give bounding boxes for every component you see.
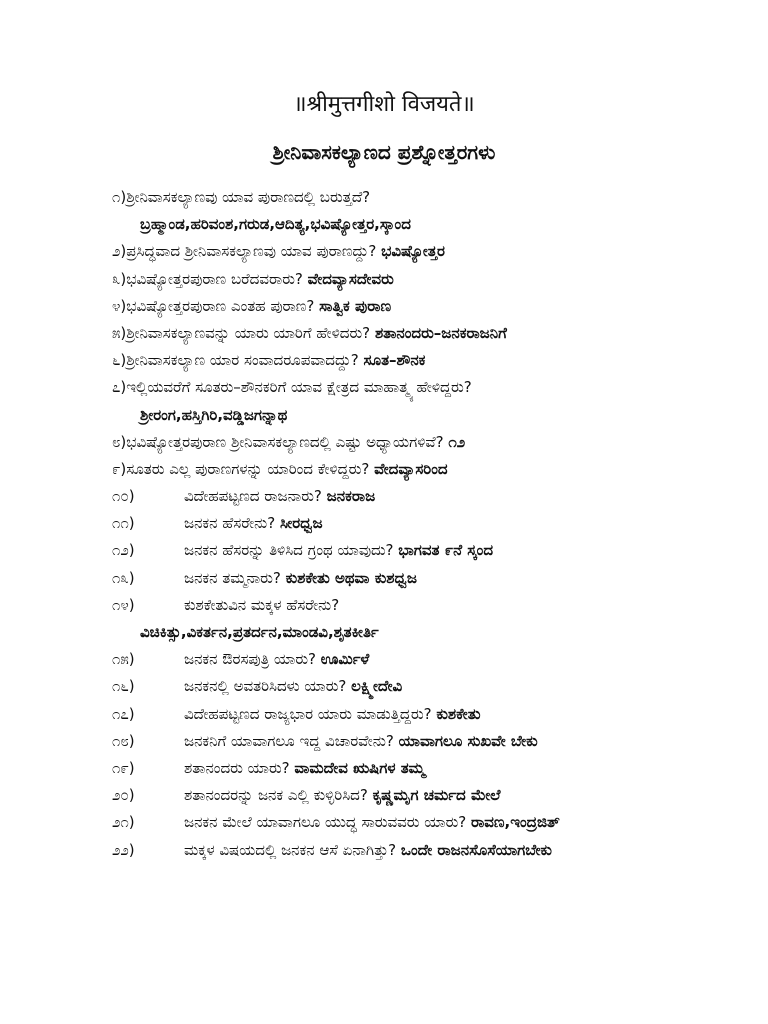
- qa-row: [112, 728, 752, 755]
- page-title: ಶ್ರೀನಿವಾಸಕಲ್ಯಾಣದ ಪ್ರಶ್ನೋತ್ತರಗಳು: [272, 140, 496, 164]
- question-text: ಜನಕನ ಮೇಲೆ ಯಾವಾಗಲೂ ಯುದ್ಧ ಸಾರುವವರು ಯಾರು?: [184, 813, 467, 832]
- qa-row: [112, 592, 752, 619]
- answer-text: ರಾವಣ,ಇಂದ್ರಜಿತ್: [471, 813, 560, 832]
- question-text: ಶ್ರೀನಿವಾಸಕಲ್ಯಾಣವು ಯಾವ ಪುರಾಣದಲ್ಲಿ ಬರುತ್ತದೆ?: [126, 188, 371, 206]
- question-text: ಶತಾನಂದರು ಯಾರು?: [184, 758, 290, 777]
- answer-text: ಬ್ರಹ್ಮಾಂಡ,ಹರಿವಂಶ,ಗರುಡ,ಆದಿತ್ಯ,ಭವಿಷ್ಯೋತ್ತರ,ಸ್ಕಾಂದ: [140, 215, 411, 234]
- question-number: ೧): [112, 188, 127, 206]
- question-number: ೧೫): [112, 650, 135, 669]
- qa-row: [112, 293, 752, 320]
- answer-text: ಕೃಷ್ಣಮೃಗ ಚರ್ಮದ ಮೇಲೆ: [372, 786, 501, 805]
- answer-text: ವಾಮದೇವ ಋಷಿಗಳ ತಮ್ಮ: [294, 758, 425, 777]
- answer-text: ಸೂತ–ಶೌನಕ: [363, 351, 426, 370]
- question-text: ಸೂತರು ಎಲ್ಲ ಪುರಾಣಗಳನ್ನು ಯಾರಿಂದ ಕೇಳಿದ್ದರು?: [126, 459, 370, 478]
- question-text: ಭವಿಷ್ಯೋತ್ತರಪುರಾಣ ಎಂತಹ ಪುರಾಣ?: [126, 296, 315, 315]
- question-number: ೧೨): [112, 541, 135, 560]
- question-number: ೩): [112, 269, 127, 288]
- answer-text: ಭವಿಷ್ಯೋತ್ತರ: [381, 242, 445, 261]
- question-text: ಶ್ರೀನಿವಾಸಕಲ್ಯಾಣ ಯಾರ ಸಂವಾದರೂಪವಾದದ್ದು?: [126, 351, 359, 370]
- question-number: ೧೩): [112, 568, 135, 587]
- qa-list: [112, 184, 752, 864]
- question-number: ೯): [112, 459, 127, 478]
- answer-text: ಕುಶಕೇತು: [436, 704, 481, 723]
- question-text: ಭವಿಷ್ಯೋತ್ತರಪುರಾಣ ಬರೆದವರಾರು?: [126, 269, 303, 288]
- answer-text: ಶ್ರೀರಂಗ,ಹಸ್ತಿಗಿರಿ,ವಡ್ಡಿಜಗನ್ನಾಥ: [140, 405, 288, 424]
- question-number: ೮): [112, 432, 127, 451]
- answer-text: ಕುಶಕೇತು ಅಥವಾ ಕುಶಧ್ವಜ: [285, 568, 417, 587]
- qa-row: [112, 320, 752, 347]
- qa-row: [112, 184, 752, 211]
- question-number: ೨೨): [112, 840, 135, 859]
- question-number: ೪): [112, 296, 127, 315]
- answer-text: ಶತಾನಂದರು–ಜನಕರಾಜನಿಗೆ: [374, 323, 507, 342]
- question-number: ೧೯): [112, 758, 135, 777]
- qa-row: [112, 565, 752, 592]
- question-number: ೧೬): [112, 677, 135, 696]
- question-text: ಭವಿಷ್ಯೋತ್ತರಪುರಾಣ ಶ್ರೀನಿವಾಸಕಲ್ಯಾಣದಲ್ಲಿ ಎಷ್ಟು ಅಧ್ಯಾಯಗಳಿವೆ?: [126, 432, 444, 451]
- qa-row: [112, 483, 752, 510]
- qa-row: [112, 673, 752, 700]
- question-number: ೭): [112, 378, 127, 397]
- answer-text: ವೇದವ್ಯಾಸರಿಂದ: [374, 459, 448, 478]
- question-number: ೧೦): [112, 487, 135, 506]
- question-text: ಜನಕನ ಹೆಸರೇನು?: [184, 514, 276, 533]
- qa-row: [112, 510, 752, 537]
- qa-row: [112, 266, 752, 293]
- question-number: ೧೮): [112, 731, 135, 750]
- question-number: ೧೪): [112, 595, 135, 614]
- answer-text: ಊರ್ಮಿಳೆ: [320, 650, 370, 669]
- question-number: ೨೧): [112, 813, 135, 832]
- answer-continuation-row: [112, 619, 752, 646]
- question-text: ಜನಕನಿಗೆ ಯಾವಾಗಲೂ ಇದ್ದ ವಿಚಾರವೇನು?: [184, 731, 394, 750]
- question-text: ಜನಕನ ಔರಸಪುತ್ರಿ ಯಾರು?: [184, 650, 316, 669]
- qa-row: [112, 456, 752, 483]
- question-text: ಜನಕನ ತಮ್ಮನಾರು?: [184, 568, 281, 587]
- answer-text: ೧೨: [448, 432, 466, 451]
- qa-row: [112, 782, 752, 809]
- answer-text: ಸಾತ್ವಿಕ ಪುರಾಣ: [319, 296, 392, 315]
- question-text: ಜನಕನ ಹೆಸರನ್ನು ತಿಳಿಸಿದ ಗ್ರಂಥ ಯಾವುದು?: [184, 541, 394, 560]
- question-number: ೧೧): [112, 514, 135, 533]
- invocation-heading: ॥श्रीमुत्तगीशो विजयते॥: [293, 92, 475, 117]
- qa-row: [112, 755, 752, 782]
- answer-text: ವಿಚಿಕಿತ್ಸು,ವಿಕರ್ತನ,ಪ್ರತರ್ದನ,ಮಾಂಡವಿ,ಶೃತಕೀರ್ತಿ: [140, 623, 379, 641]
- answer-text: ಲಕ್ಷ್ಮೀದೇವಿ: [351, 677, 403, 696]
- answer-text: ಯಾವಾಗಲೂ ಸುಖವೇ ಬೇಕು: [398, 731, 538, 750]
- question-number: ೬): [112, 351, 127, 370]
- qa-row: [112, 347, 752, 374]
- question-text: ಕುಶಕೇತುವಿನ ಮಕ್ಕಳ ಹೆಸರೇನು?: [184, 595, 340, 614]
- question-text: ಶ್ರೀನಿವಾಸಕಲ್ಯಾಣವನ್ನು ಯಾರು ಯಾರಿಗೆ ಹೇಳಿದರು?: [126, 323, 371, 342]
- question-number: ೧೭): [112, 704, 135, 723]
- qa-row: [112, 429, 752, 456]
- qa-row: [112, 837, 752, 864]
- answer-text: ಸೀರಧ್ವಜ: [279, 514, 323, 533]
- question-text: ಶತಾನಂದರನ್ನು ಜನಕ ಎಲ್ಲಿ ಕುಳ್ಳಿರಿಸಿದ?: [184, 786, 368, 805]
- qa-row: [112, 374, 752, 401]
- question-number: ೨೦): [112, 786, 135, 805]
- answer-text: ವೇದವ್ಯಾಸದೇವರು: [307, 269, 394, 288]
- answer-continuation-row: [112, 402, 752, 429]
- question-text: ಮಕ್ಕಳ ವಿಷಯದಲ್ಲಿ ಜನಕನ ಆಸೆ ಏನಾಗಿತ್ತು?: [184, 840, 397, 859]
- question-text: ಜನಕನಲ್ಲಿ ಅವತರಿಸಿದಳು ಯಾರು?: [184, 677, 347, 696]
- qa-row: [112, 701, 752, 728]
- answer-text: ಜನಕರಾಜ: [326, 487, 376, 506]
- question-number: ೨): [112, 242, 127, 261]
- question-text: ಪ್ರಸಿದ್ಧವಾದ ಶ್ರೀನಿವಾಸಕಲ್ಯಾಣವು ಯಾವ ಪುರಾಣದ್ದು?: [126, 242, 377, 261]
- question-text: ವಿದೇಹಪಟ್ಟಣದ ರಾಜನಾರು?: [184, 487, 322, 506]
- qa-row: [112, 238, 752, 265]
- qa-row: [112, 537, 752, 564]
- qa-row: [112, 809, 752, 836]
- answer-text: ಭಾಗವತ ೯ನೆ ಸ್ಕಂದ: [398, 541, 494, 560]
- answer-text: ಒಂದೇ ರಾಜನಸೊಸೆಯಾಗಬೇಕು: [400, 840, 552, 859]
- question-number: ೫): [112, 323, 127, 342]
- answer-continuation-row: [112, 211, 752, 238]
- qa-row: [112, 646, 752, 673]
- question-text: ಇಲ್ಲಿಯವರೆಗೆ ಸೂತರು–ಶೌನಕರಿಗೆ ಯಾವ ಕ್ಷೇತ್ರದ ಮಾಹಾತ್ಮ್ಯ ಹೇಳಿದ್ದರು?: [126, 378, 472, 397]
- question-text: ವಿದೇಹಪಟ್ಟಣದ ರಾಜ್ಯಭಾರ ಯಾರು ಮಾಡುತ್ತಿದ್ದರು?: [184, 704, 432, 723]
